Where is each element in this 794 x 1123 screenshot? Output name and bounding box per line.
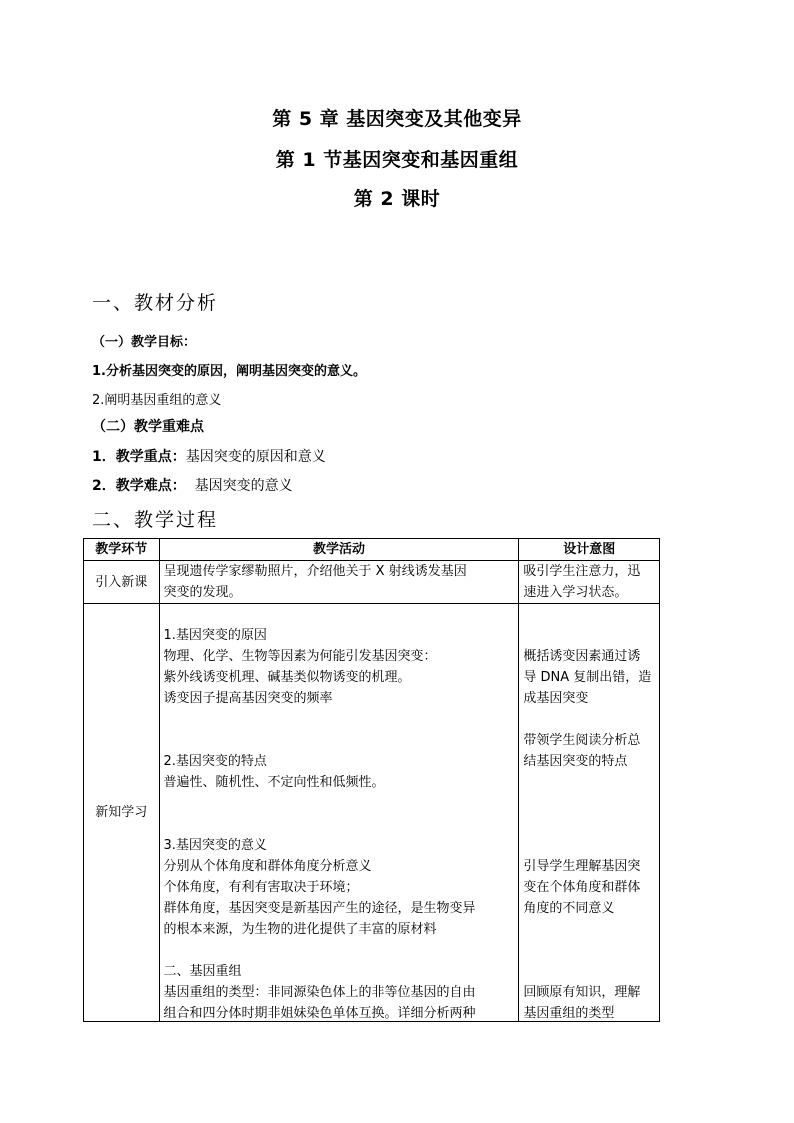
table-header-row — [84, 539, 660, 561]
activity-cell: 1.基因突变的原因 物理、化学、生物等因素为何能引发基因突变： 紫外线诱变机理、碱基类似物诱变的机理。 诱变因子提高基因突变的频率 2.基因突变的特点 普遍性、随机性、不定向性和低频性。 3.基因突变的意义 分别从个体角度和群体角度分析意义 个体角度，有利有害取决于环境； 群体角度，基因突变是新基因产生的途径，是生物变异 的根本来源，为生物的进化提供了丰富的原材料 二、基因重组 基因重组的类型：非同源染色体上的非等位基因的自由 组合和四分体时期非姐妹染色单体互换。详细分析两种 — [159, 604, 519, 1022]
chapter-title: 第 5 章 基因突变及其他变异 — [272, 108, 522, 130]
header-intent: 设计意图 — [519, 539, 660, 561]
goal-2: 2.阐明基因重组的意义 — [92, 393, 222, 408]
intent-cell: 吸引学生注意力，迅 速进入学习状态。 — [519, 561, 660, 604]
activity-cell: 呈现遗传学家缪勒照片，介绍他关于 X 射线诱发基因 突变的发现。 — [159, 561, 519, 604]
goal-1: 1.分析基因突变的原因，阐明基因突变的意义。 — [92, 364, 366, 379]
difficult-point — [92, 475, 293, 495]
header-activity: 教学活动 — [159, 539, 519, 561]
part2-heading: 二、教学过程 — [92, 509, 219, 531]
teaching-process-table — [83, 538, 660, 1022]
key-point-label: 1．教学重点： — [92, 449, 186, 465]
difficult-point-label: 2．教学难点： — [92, 478, 186, 494]
lesson-title: 第 2 课时 — [353, 188, 441, 210]
key-point — [92, 446, 326, 466]
intent-cell: 概括诱变因素通过诱 导 DNA 复制出错，造 成基因突变 带领学生阅读分析总 结基因突变的特点 引导学生理解基因突 变在个体角度和群体 角度的不同意义 回顾原有知识，理解 基因重组的类型 — [519, 604, 660, 1022]
table-row — [84, 604, 660, 1022]
key-difficulty-heading: （二）教学重难点 — [92, 419, 204, 435]
stage-cell: 引入新课 — [84, 561, 160, 604]
goals-heading: （一）教学目标： — [92, 335, 197, 350]
difficult-point-text: 基因突变的意义 — [194, 478, 293, 494]
part1-heading: 一、教材分析 — [92, 292, 219, 314]
section-title: 第 1 节基因突变和基因重组 — [275, 149, 519, 171]
header-stage: 教学环节 — [84, 539, 160, 561]
key-point-text: 基因突变的原因和意义 — [185, 449, 326, 465]
table-row — [84, 561, 660, 604]
stage-cell: 新知学习 — [84, 604, 160, 1022]
